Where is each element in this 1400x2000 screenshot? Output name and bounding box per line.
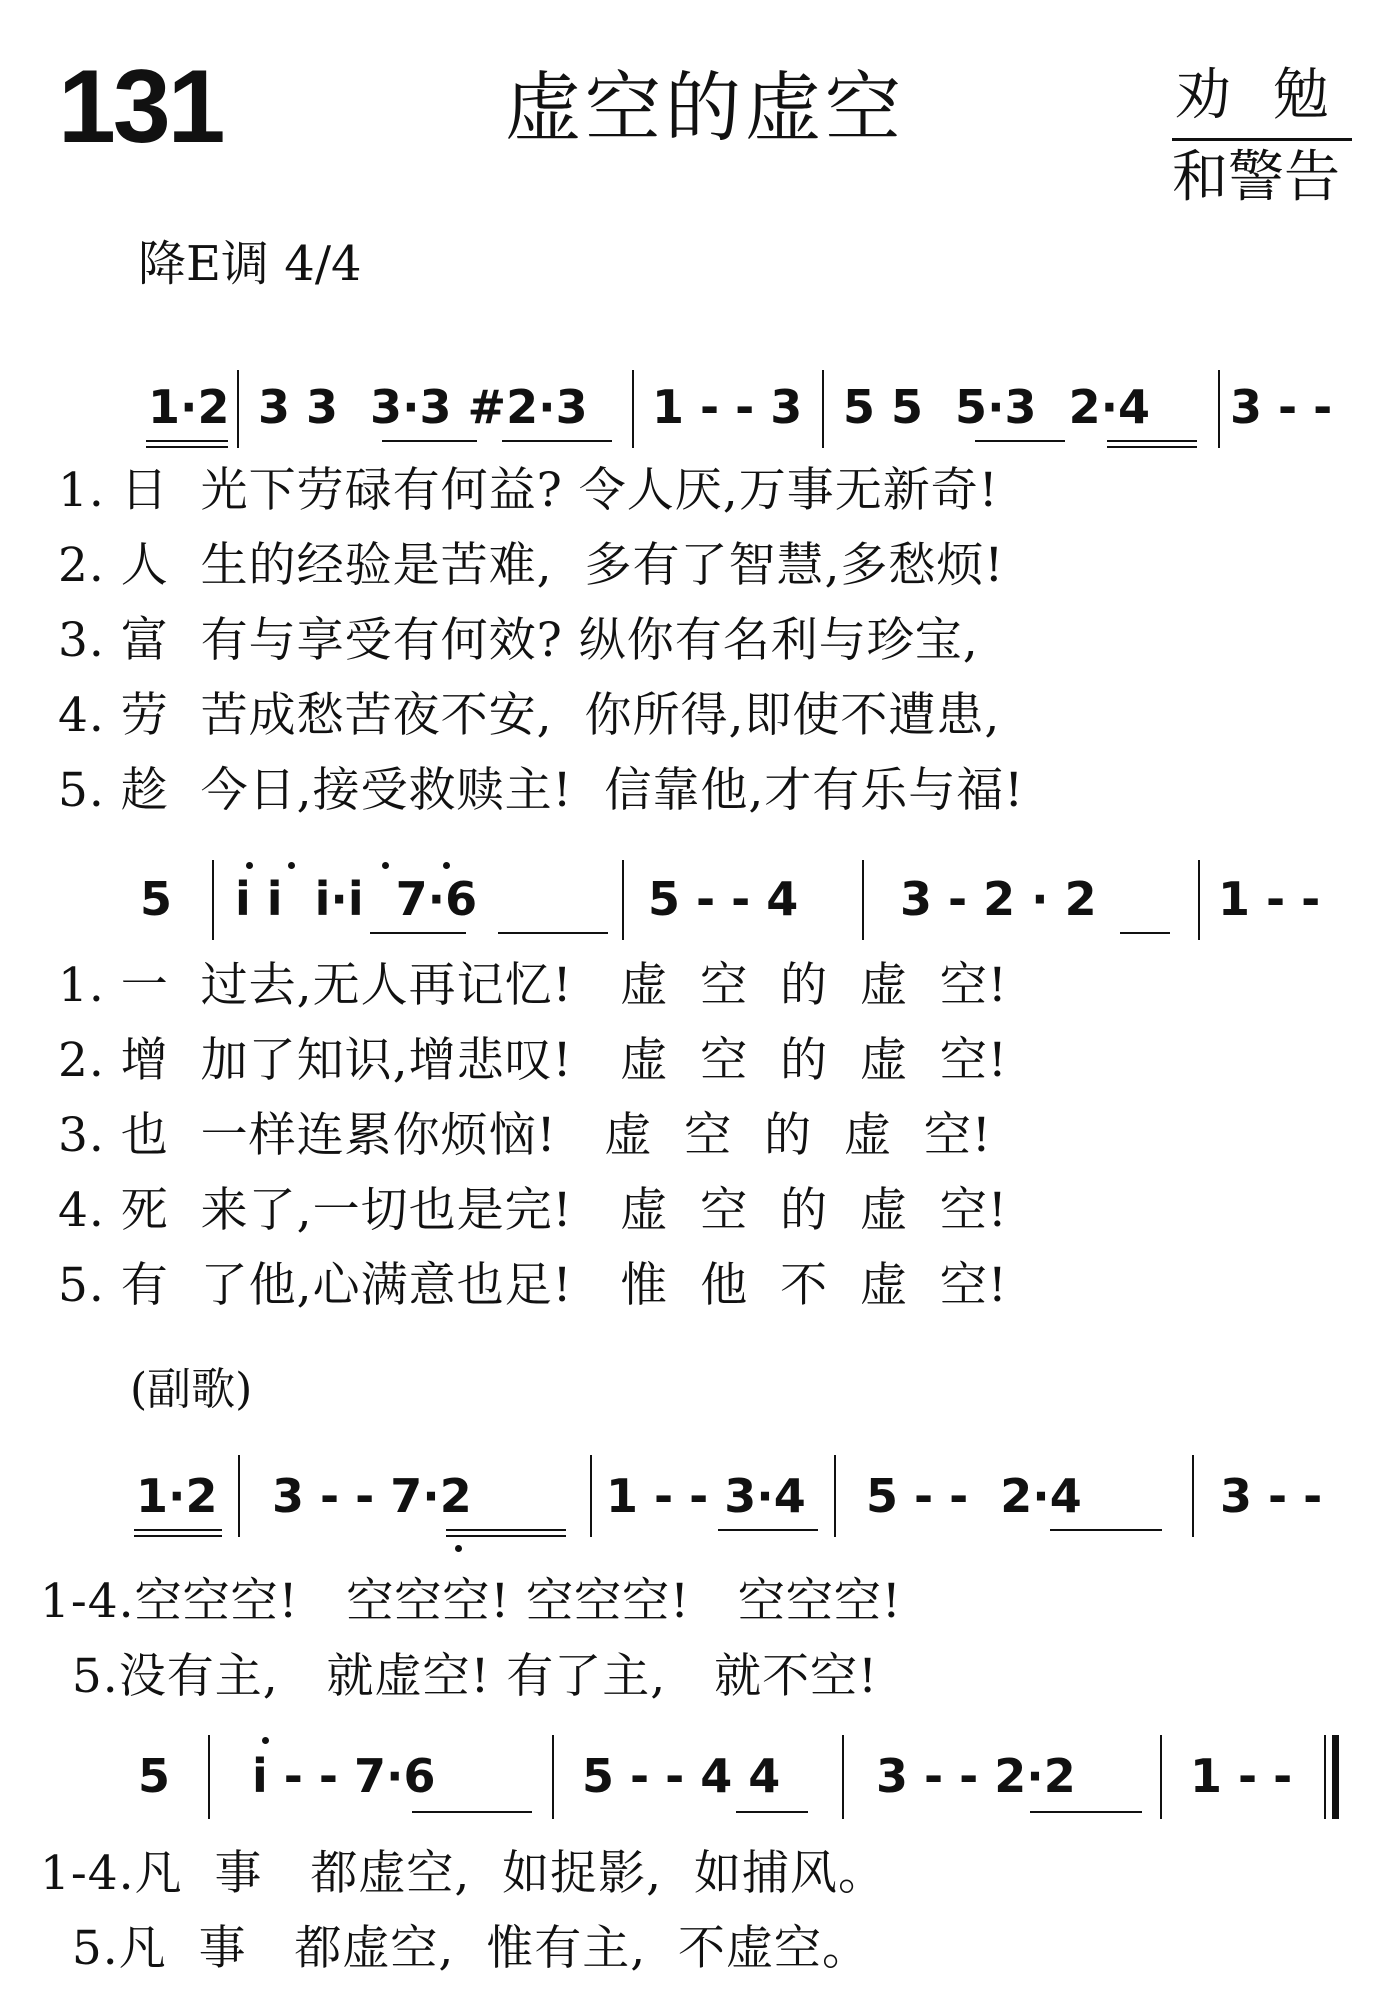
measure: i - - 7·6 — [252, 1749, 436, 1803]
measure: 1 - - 3 — [652, 380, 803, 434]
lyric-line: 3. 也 一样连累你烦恼! 虚 空 的 虚 空! — [58, 1108, 992, 1163]
measure: 5 5 5·3 2·4 — [843, 380, 1151, 434]
lyric-line: 1-4.空空空! 空空空! 空空空! 空空空! — [40, 1574, 902, 1629]
chorus-music-line-1 — [0, 1455, 1400, 1565]
beam — [446, 1535, 566, 1537]
beam — [412, 1811, 532, 1813]
measure-pickup: 1·2 — [136, 1469, 218, 1523]
lyric-line: 1. 一 过去,无人再记忆! 虚 空 的 虚 空! — [58, 958, 1008, 1013]
lyric-line: 2. 人 生的经验是苦难, 多有了智慧,多愁烦! — [58, 538, 1005, 593]
chorus-music-line-2 — [0, 1735, 1400, 1845]
lyric-line: 1. 日 光下劳碌有何益? 令人厌,万事无新奇! — [58, 463, 999, 518]
high-octave-dot — [443, 862, 450, 869]
beam — [134, 1529, 222, 1531]
beam — [146, 446, 228, 448]
lyric-line: 3. 富 有与享受有何效? 纵你有名利与珍宝, — [58, 613, 979, 668]
measure: i i i·i 7·6 — [235, 872, 478, 926]
barline — [622, 860, 624, 940]
measure: 1 - - — [1190, 1749, 1293, 1803]
beam — [382, 440, 477, 442]
measure: 3 - - — [1230, 380, 1333, 434]
beam — [975, 440, 1065, 442]
barline — [208, 1735, 210, 1819]
beam — [1107, 440, 1197, 442]
beam — [1030, 1811, 1142, 1813]
final-barline-thin — [1324, 1735, 1326, 1819]
barline — [822, 370, 824, 448]
barline — [1192, 1455, 1194, 1537]
lyric-line: 2. 增 加了知识,增悲叹! 虚 空 的 虚 空! — [58, 1033, 1008, 1088]
beam — [498, 932, 608, 934]
lyric-line: 1-4.凡 事 都虚空, 如捉影, 如捕风。 — [40, 1846, 886, 1901]
beam — [502, 440, 612, 442]
barline — [862, 860, 864, 940]
barline — [842, 1735, 844, 1819]
high-octave-dot — [246, 862, 253, 869]
measure: 5 - - 4 — [648, 872, 799, 926]
verse-music-line-2 — [0, 860, 1400, 970]
beam — [446, 1529, 566, 1531]
low-octave-dot — [455, 1545, 462, 1552]
hymn-number: 131 — [58, 49, 223, 165]
lyric-line: 5. 趁 今日,接受救赎主! 信靠他,才有乐与福! — [58, 763, 1025, 818]
high-octave-dot — [382, 862, 389, 869]
final-barline-thick — [1332, 1735, 1339, 1819]
category-label: 劝勉 — [1175, 63, 1371, 128]
measure: 1 - - — [1218, 872, 1321, 926]
measure: 1 - - 3·4 — [606, 1469, 806, 1523]
lyric-line: 5. 有 了他,心满意也足! 惟 他 不 虚 空! — [58, 1258, 1008, 1313]
category-divider — [1172, 138, 1352, 141]
lyric-line: 5.没有主, 就虚空! 有了主, 就不空! — [40, 1649, 878, 1704]
barline — [237, 370, 239, 448]
beam — [718, 1529, 818, 1531]
beam — [1120, 932, 1170, 934]
measure-pickup: 5 — [138, 1749, 171, 1803]
hymn-title: 虚空的虚空 — [505, 63, 905, 152]
lyric-line: 4. 劳 苦成愁苦夜不安, 你所得,即使不遭患, — [58, 688, 1001, 743]
high-octave-dot — [288, 862, 295, 869]
barline — [590, 1455, 592, 1537]
beam — [1050, 1529, 1162, 1531]
lyric-line: 4. 死 来了,一切也是完! 虚 空 的 虚 空! — [58, 1183, 1008, 1238]
barline — [552, 1735, 554, 1819]
beam — [146, 440, 228, 442]
key-signature: 降E调 4/4 — [138, 236, 362, 292]
measure: 3 - 2 · 2 — [900, 872, 1097, 926]
beam — [370, 932, 466, 934]
measure: 5 - - 2·4 — [866, 1469, 1082, 1523]
barline — [212, 860, 214, 940]
measure: 3 - - 2·2 — [876, 1749, 1076, 1803]
beam — [134, 1535, 222, 1537]
barline — [1160, 1735, 1162, 1819]
beam — [1107, 446, 1197, 448]
measure: 3 - - — [1220, 1469, 1323, 1523]
barline — [1218, 370, 1220, 448]
measure-pickup: 1·2 — [148, 380, 230, 434]
chorus-label: (副歌) — [130, 1364, 253, 1415]
barline — [1198, 860, 1200, 940]
barline — [238, 1455, 240, 1537]
barline — [632, 370, 634, 448]
measure-pickup: 5 — [140, 872, 173, 926]
measure: 3 - - 7·2 — [272, 1469, 472, 1523]
barline — [834, 1455, 836, 1537]
measure: 5 - - 4 4 — [582, 1749, 781, 1803]
high-octave-dot — [262, 1737, 269, 1744]
category-sublabel: 和警告 — [1172, 145, 1340, 210]
measure: 3 3 3·3 #2·3 — [258, 380, 588, 434]
beam — [736, 1811, 808, 1813]
lyric-line: 5.凡 事 都虚空, 惟有主, 不虚空。 — [40, 1921, 871, 1976]
